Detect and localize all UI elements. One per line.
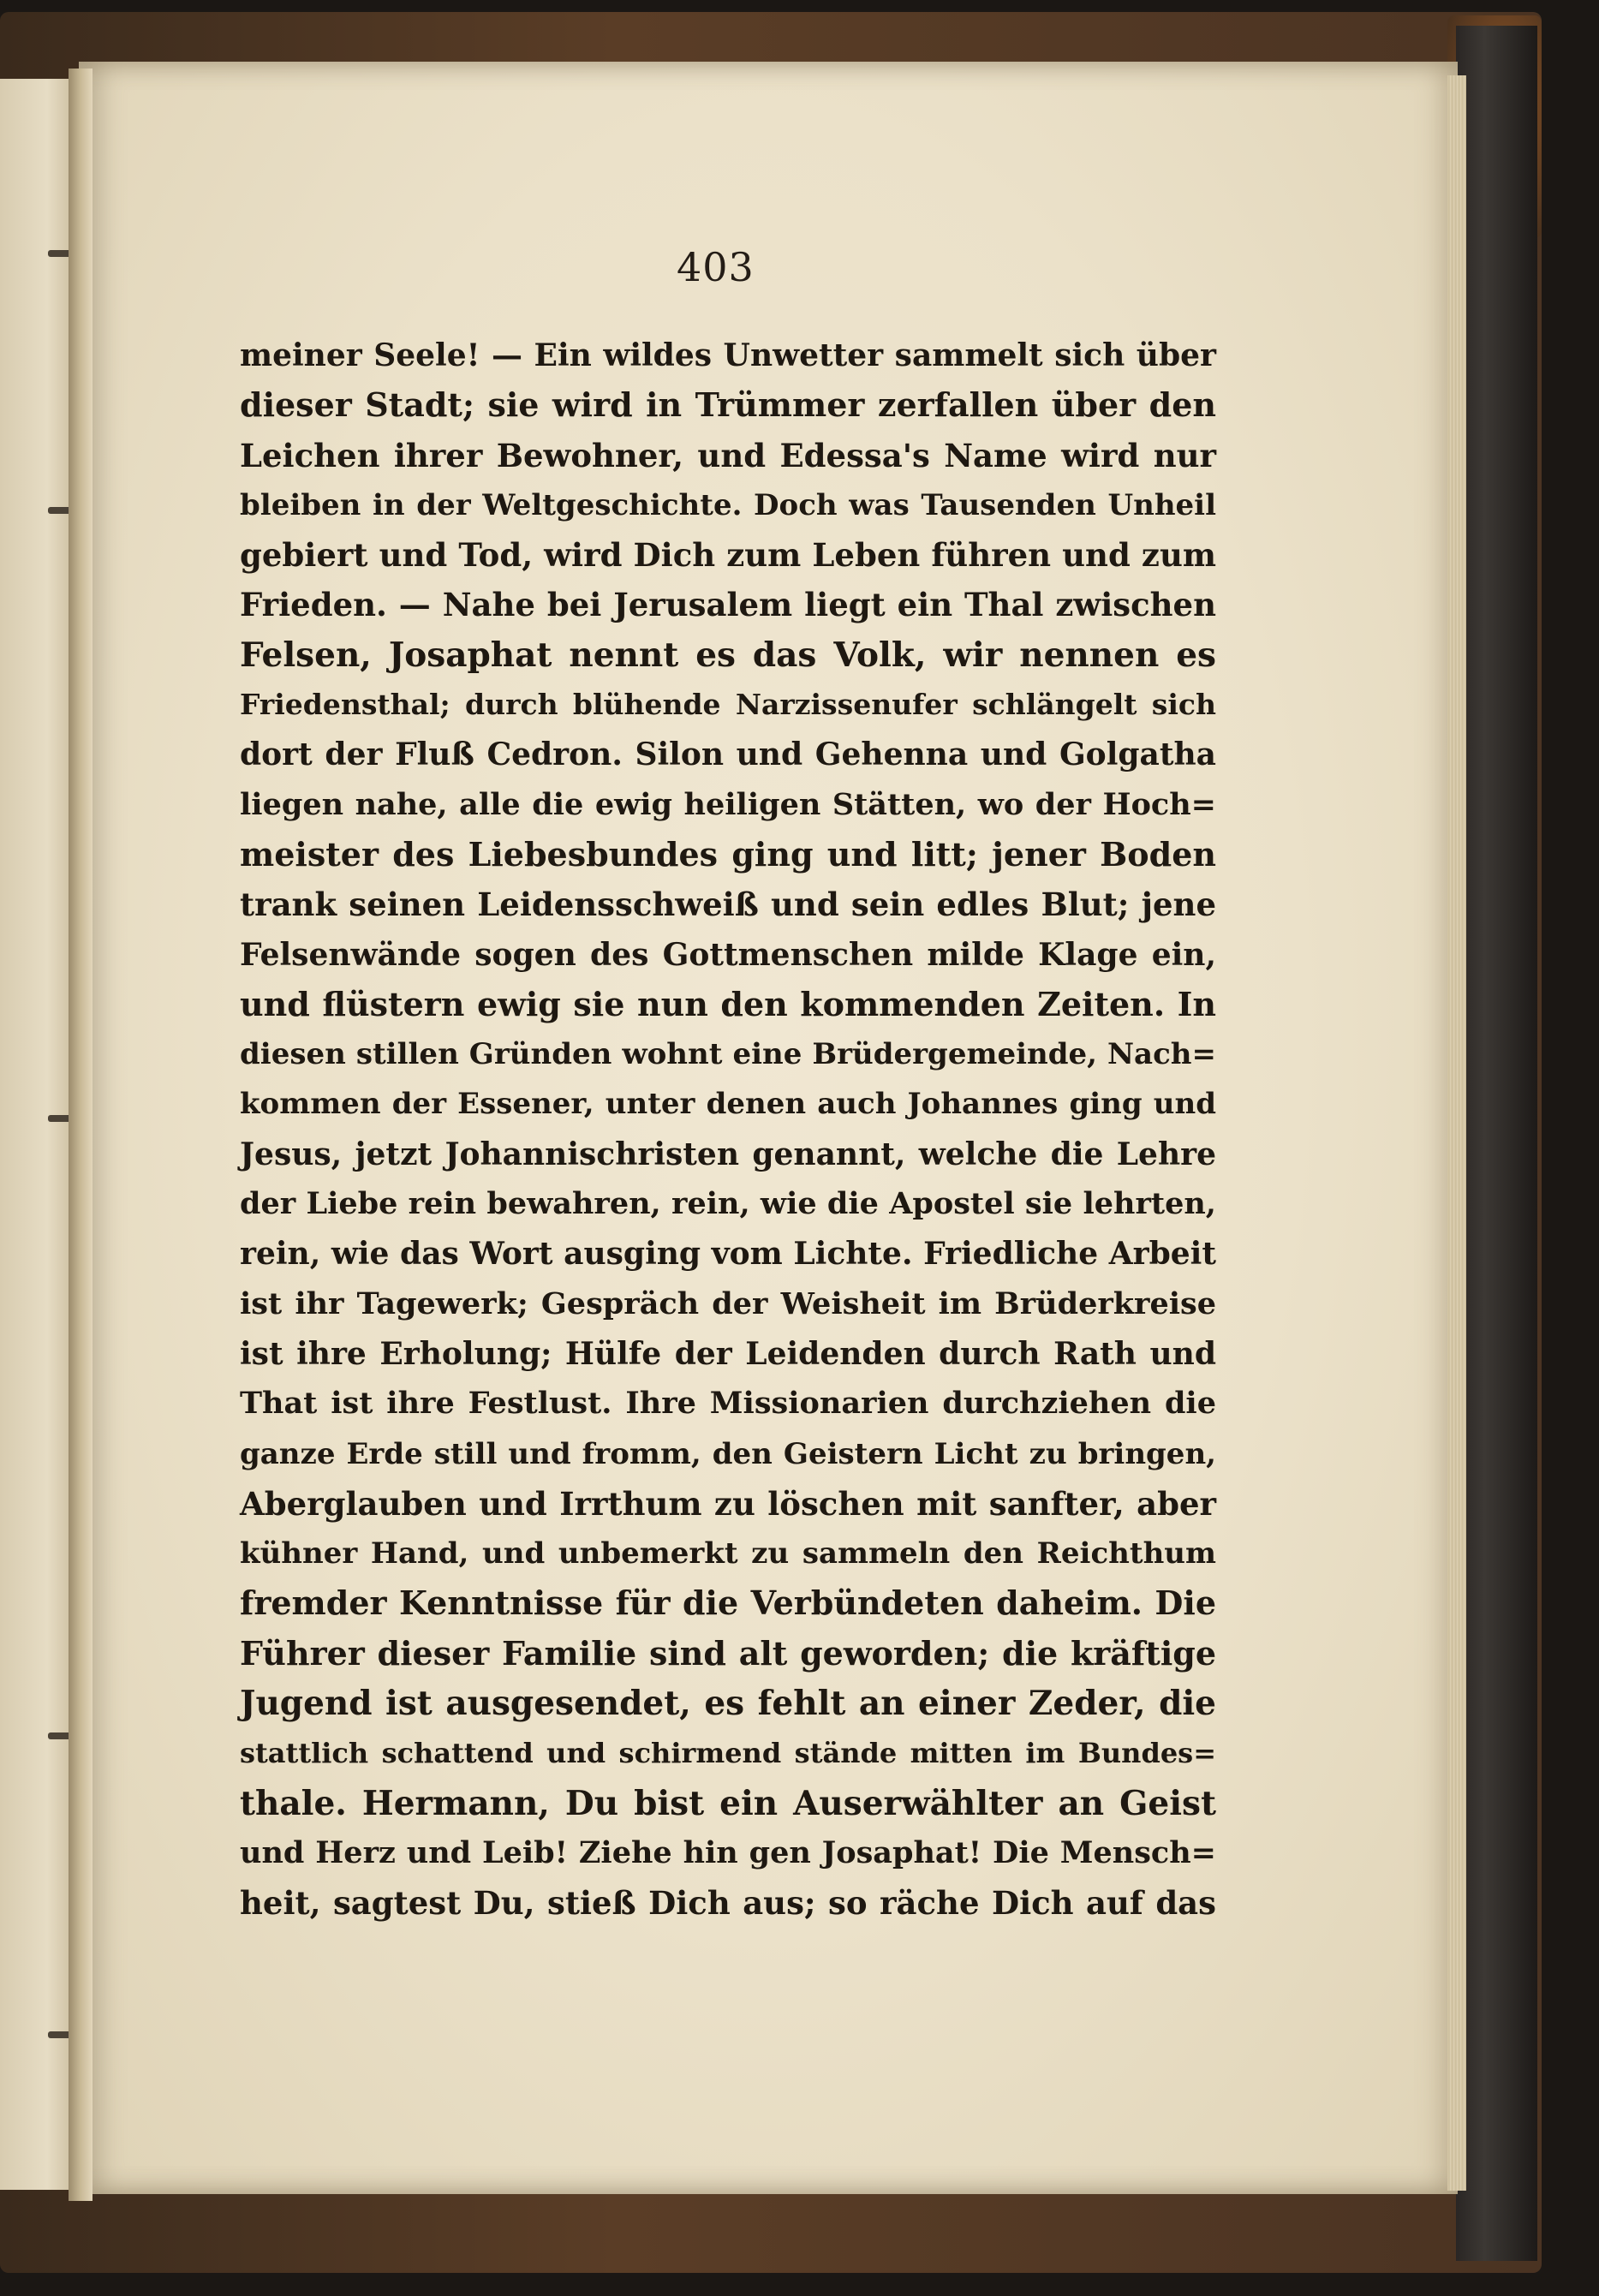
text-line: trank seinen Leidensschweiß und sein edles Blut; jene	[240, 886, 1216, 924]
text-line: meiner Seele! — Ein wildes Unwetter sammelt sich über	[240, 337, 1216, 373]
text-line: Leichen ihrer Bewohner, und Edessa's Name wird nur	[240, 436, 1216, 474]
text-line: ist ihr Tagewerk; Gespräch der Weisheit im Brüderkreise	[240, 1285, 1216, 1321]
text-line: stattlich schattend und schirmend stände mitten im Bundes=	[240, 1737, 1216, 1770]
text-line: und flüstern ewig sie nun den kommenden Zeiten. In	[240, 984, 1216, 1023]
text-line: kühner Hand, und unbemerkt zu sammeln den Reichthum	[240, 1536, 1216, 1571]
text-line: rein, wie das Wort ausging vom Lichte. Friedliche Arbeit	[240, 1236, 1216, 1273]
text-line: gebiert und Tod, wird Dich zum Leben führen und zum	[240, 536, 1216, 575]
text-line: ganze Erde still und fromm, den Geistern Licht zu bringen,	[240, 1436, 1216, 1471]
page-edges	[1447, 75, 1466, 2191]
text-line: liegen nahe, alle die ewig heiligen Stätten, wo der Hoch=	[240, 786, 1216, 822]
text-line: meister des Liebesbundes ging und litt; jener Boden	[240, 834, 1216, 874]
text-line: ist ihre Erholung; Hülfe der Leidenden durch Rath und	[240, 1335, 1216, 1372]
cover-spine-edge	[1456, 26, 1537, 2261]
text-line: heit, sagtest Du, stieß Dich aus; so räche Dich auf das	[240, 1884, 1216, 1923]
text-line: thale. Hermann, Du bist ein Auserwählter an Geist	[240, 1783, 1216, 1823]
text-line: kommen der Essener, unter denen auch Johannes ging und	[240, 1087, 1216, 1122]
text-line: That ist ihre Festlust. Ihre Missionarien durchziehen die	[240, 1386, 1216, 1422]
text-line: bleiben in der Weltgeschichte. Doch was Tausenden Unheil	[240, 487, 1216, 522]
page-number: 403	[677, 244, 755, 290]
page-gutter	[69, 69, 92, 2201]
text-line: der Liebe rein bewahren, rein, wie die Apostel sie lehrten,	[240, 1186, 1216, 1222]
body-text	[240, 331, 1216, 1929]
text-line: Felsenwände sogen des Gottmenschen milde Klage ein,	[240, 936, 1216, 973]
text-line: Frieden. — Nahe bei Jerusalem liegt ein Thal zwischen	[240, 586, 1216, 624]
left-page-sliver	[0, 79, 79, 2190]
text-line: fremder Kenntnisse für die Verbündeten daheim. Die	[240, 1583, 1216, 1623]
text-line: Aberglauben und Irrthum zu löschen mit sanfter, aber	[240, 1484, 1216, 1523]
text-line: Friedensthal; durch blühende Narzissenufer schlängelt sich	[240, 688, 1216, 722]
text-line: diesen stillen Gründen wohnt eine Brüdergemeinde, Nach=	[240, 1037, 1216, 1072]
text-line: Felsen, Josaphat nennt es das Volk, wir nennen es	[240, 635, 1216, 675]
text-line: Führer dieser Familie sind alt geworden; die kräftige	[240, 1633, 1216, 1673]
text-line: Jugend ist ausgesendet, es fehlt an einer Zeder, die	[240, 1684, 1216, 1724]
text-line: Jesus, jetzt Johannischristen genannt, welche die Lehre	[240, 1136, 1216, 1172]
text-line: dieser Stadt; sie wird in Trümmer zerfallen über den	[240, 385, 1216, 425]
text-line: und Herz und Leib! Ziehe hin gen Josaphat! Die Mensch=	[240, 1834, 1216, 1870]
text-line: dort der Fluß Cedron. Silon und Gehenna und Golgatha	[240, 737, 1216, 773]
